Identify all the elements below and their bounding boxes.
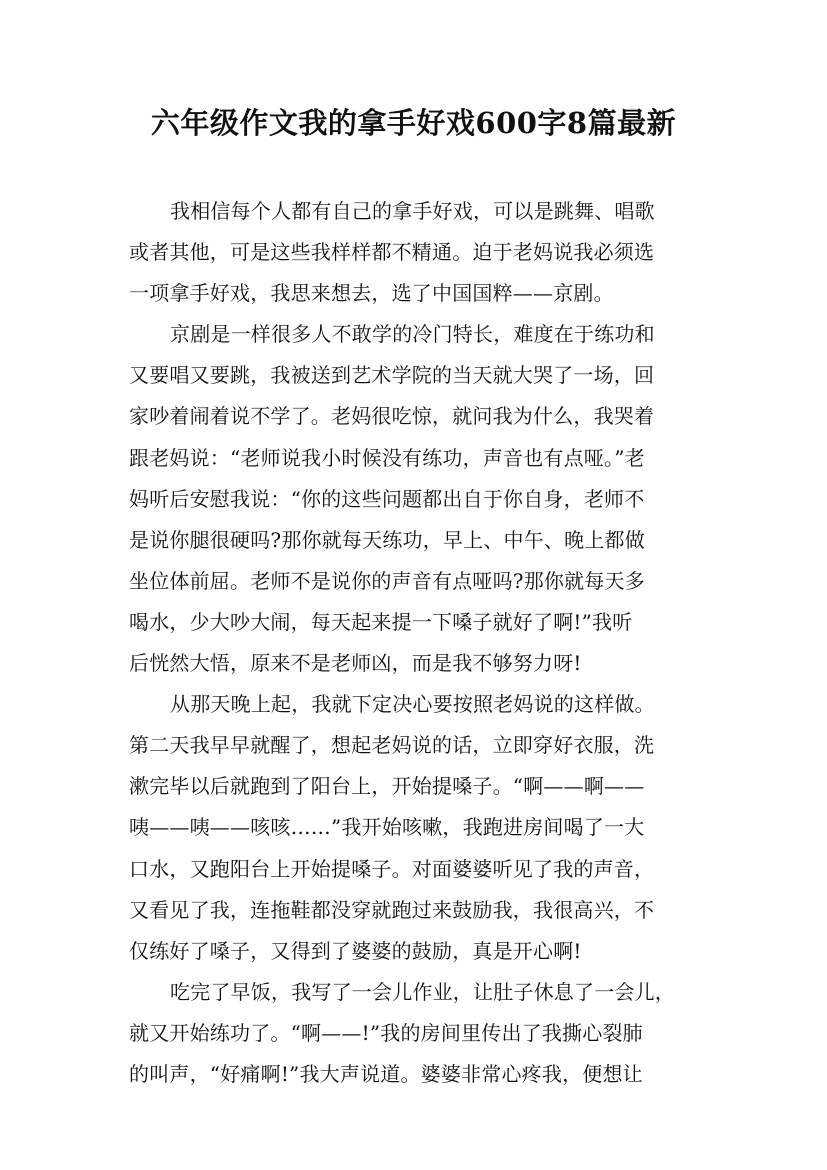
- paragraph-2-line-1: 京剧是一样很多人不敢学的冷门特长，难度在于练功和: [170, 322, 655, 347]
- paragraph-1-line-2: 或者其他，可是这些我样样都不精通。迫于老妈说我必须选: [129, 240, 655, 265]
- paragraph-3-line-6: 又看见了我，连拖鞋都没穿就跑过来鼓励我，我很高兴，不: [129, 897, 655, 922]
- paragraph-1-line-1: 我相信每个人都有自己的拿手好戏，可以是跳舞、唱歌: [170, 199, 655, 223]
- paragraph-2-line-4: 跟老妈说：“老师说我小时候没有练功，声音也有点哑。”老: [129, 445, 645, 470]
- paragraph-3-line-2: 第二天我早早就醒了，想起老妈说的话，立即穿好衣服，洗: [129, 733, 655, 758]
- paragraph-2-line-5: 妈听后安慰我说：“你的这些问题都出自于你自身，老师不: [129, 486, 645, 511]
- paragraph-3-line-3: 漱完毕以后就跑到了阳台上，开始提嗓子。“啊——啊——: [129, 774, 645, 799]
- paragraph-2-line-8: 喝水，少大吵大闹，每天起来提一下嗓子就好了啊!”我听: [129, 609, 633, 634]
- paragraph-2-line-7: 坐位体前屈。老师不是说你的声音有点哑吗?那你就每天多: [129, 568, 645, 593]
- paragraph-3-line-5: 口水，又跑阳台上开始提嗓子。对面婆婆听见了我的声音，: [129, 856, 655, 881]
- paragraph-2-line-3: 家吵着闹着说不学了。老妈很吃惊，就问我为什么，我哭着: [129, 404, 655, 429]
- paragraph-2-line-2: 又要唱又要跳，我被送到艺术学院的当天就大哭了一场，回: [129, 363, 655, 388]
- paragraph-3-line-4: 咦——咦——咳咳……”我开始咳嗽，我跑进房间喝了一大: [129, 815, 645, 840]
- paragraph-4-line-2: 就又开始练功了。“啊——!”我的房间里传出了我撕心裂肺: [129, 1020, 643, 1045]
- paragraph-3-line-7: 仅练好了嗓子，又得到了婆婆的鼓励，真是开心啊!: [129, 938, 582, 963]
- paragraph-3-line-1: 从那天晚上起，我就下定决心要按照老妈说的这样做。: [170, 692, 655, 717]
- paragraph-2-line-6: 是说你腿很硬吗?那你就每天练功，早上、中午、晚上都做: [129, 527, 645, 552]
- paragraph-4-line-3: 的叫声，“好痛啊!”我大声说道。婆婆非常心疼我，便想让: [129, 1061, 643, 1086]
- paragraph-2-line-9: 后恍然大悟，原来不是老师凶，而是我不够努力呀!: [129, 651, 582, 676]
- document-title: 六年级作文我的拿手好戏600字8篇最新: [150, 106, 677, 140]
- paragraph-1-line-3: 一项拿手好戏，我思来想去，选了中国国粹——京剧。: [129, 281, 614, 306]
- document-body: [129, 191, 714, 1095]
- paragraph-4-line-1: 吃完了早饭，我写了一会儿作业，让肚子休息了一会儿，: [170, 979, 675, 1004]
